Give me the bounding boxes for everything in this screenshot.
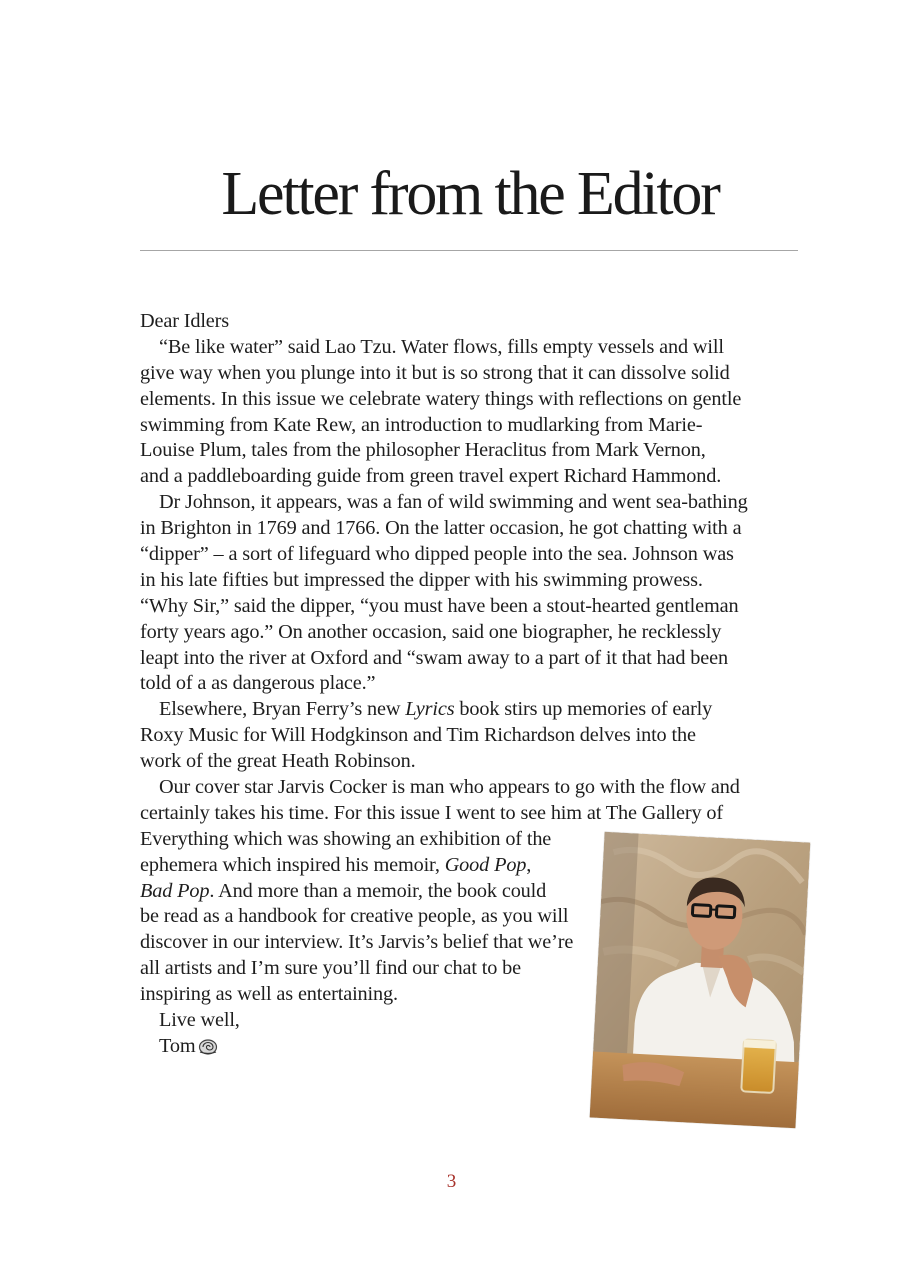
letter-line: [140, 490, 820, 516]
letter-line: [140, 620, 820, 646]
line-text-after: ,: [526, 853, 532, 876]
line-text: Roxy Music for Will Hodgkinson and Tim Richardson delves into the: [140, 724, 696, 747]
italic-title: Bad Pop: [140, 879, 210, 902]
letter-line: [140, 723, 820, 749]
line-text: Live well,: [159, 1009, 240, 1032]
line-text: Dear Idlers: [140, 310, 230, 332]
letter-line: [140, 801, 820, 827]
jarvis-cocker-photo: [590, 832, 811, 1128]
line-text: ephemera which inspired his memoir,: [140, 853, 445, 876]
line-text: work of the great Heath Robinson.: [140, 750, 416, 773]
title-divider: [140, 250, 798, 251]
letter-line: [140, 749, 820, 775]
letter-line: [140, 516, 820, 542]
snail-shell-icon: [198, 1037, 218, 1063]
line-text: Our cover star Jarvis Cocker is man who appears to go with the flow and: [159, 776, 740, 799]
letter-line: [140, 387, 820, 413]
page-title: Letter from the Editor: [221, 160, 719, 228]
letter-line: [140, 413, 820, 439]
line-text: certainly takes his time. For this issue I went to see him at The Gallery of: [140, 801, 724, 824]
letter-line: [140, 542, 820, 568]
line-text: be read as a handbook for creative people, as you will: [140, 905, 569, 928]
italic-title: Lyrics: [405, 698, 455, 721]
line-text: in his late fifties but impressed the dipper with his swimming prowess.: [140, 568, 703, 591]
line-text: give way when you plunge into it but is so strong that it can dissolve solid: [140, 361, 730, 384]
line-text: Tom: [159, 1034, 196, 1057]
line-text: Elsewhere, Bryan Ferry’s new: [159, 698, 406, 721]
letter-line: [140, 568, 820, 594]
line-text: “dipper” – a sort of lifeguard who dipped people into the sea. Johnson was: [140, 543, 734, 566]
letter-line: [140, 646, 820, 672]
letter-line: [140, 361, 820, 387]
line-text-after: . And more than a memoir, the book could: [209, 879, 547, 902]
page-number: 3: [446, 1171, 457, 1192]
letter-line: [140, 671, 820, 697]
line-text: in Brighton in 1769 and 1766. On the latter occasion, he got chatting with a: [140, 517, 742, 540]
line-text: “Be like water” said Lao Tzu. Water flows, fills empty vessels and will: [159, 335, 724, 358]
line-text: “Why Sir,” said the dipper, “you must have been a stout-hearted gentleman: [140, 594, 739, 617]
line-text: discover in our interview. It’s Jarvis’s belief that we’re: [140, 931, 574, 954]
letter-line: [140, 464, 820, 490]
line-text-after: book stirs up memories of early: [454, 698, 713, 721]
line-text: inspiring as well as entertaining.: [140, 983, 398, 1006]
italic-title: Good Pop: [444, 853, 527, 876]
letter-line: [140, 594, 820, 620]
letter-line: [140, 335, 820, 361]
line-text: and a paddleboarding guide from green travel expert Richard Hammond.: [140, 465, 722, 488]
letter-line: [140, 775, 820, 801]
letter-line: [140, 697, 820, 723]
line-text: told of a as dangerous place.”: [140, 672, 376, 695]
line-text: forty years ago.” On another occasion, said one biographer, he recklessly: [140, 620, 722, 643]
line-text: Everything which was showing an exhibition of the: [140, 827, 552, 850]
line-text: leapt into the river at Oxford and “swam away to a part of it that had been: [140, 646, 728, 669]
line-text: Louise Plum, tales from the philosopher Heraclitus from Mark Vernon,: [140, 439, 706, 462]
line-text: swimming from Kate Rew, an introduction to mudlarking from Marie-: [140, 413, 703, 436]
letter-line: [140, 309, 820, 335]
line-text: elements. In this issue we celebrate watery things with reflections on gentle: [140, 387, 742, 410]
line-text: Dr Johnson, it appears, was a fan of wild swimming and went sea-bathing: [159, 491, 748, 514]
letter-line: [140, 438, 820, 464]
line-text: all artists and I’m sure you’ll find our chat to be: [140, 957, 521, 980]
